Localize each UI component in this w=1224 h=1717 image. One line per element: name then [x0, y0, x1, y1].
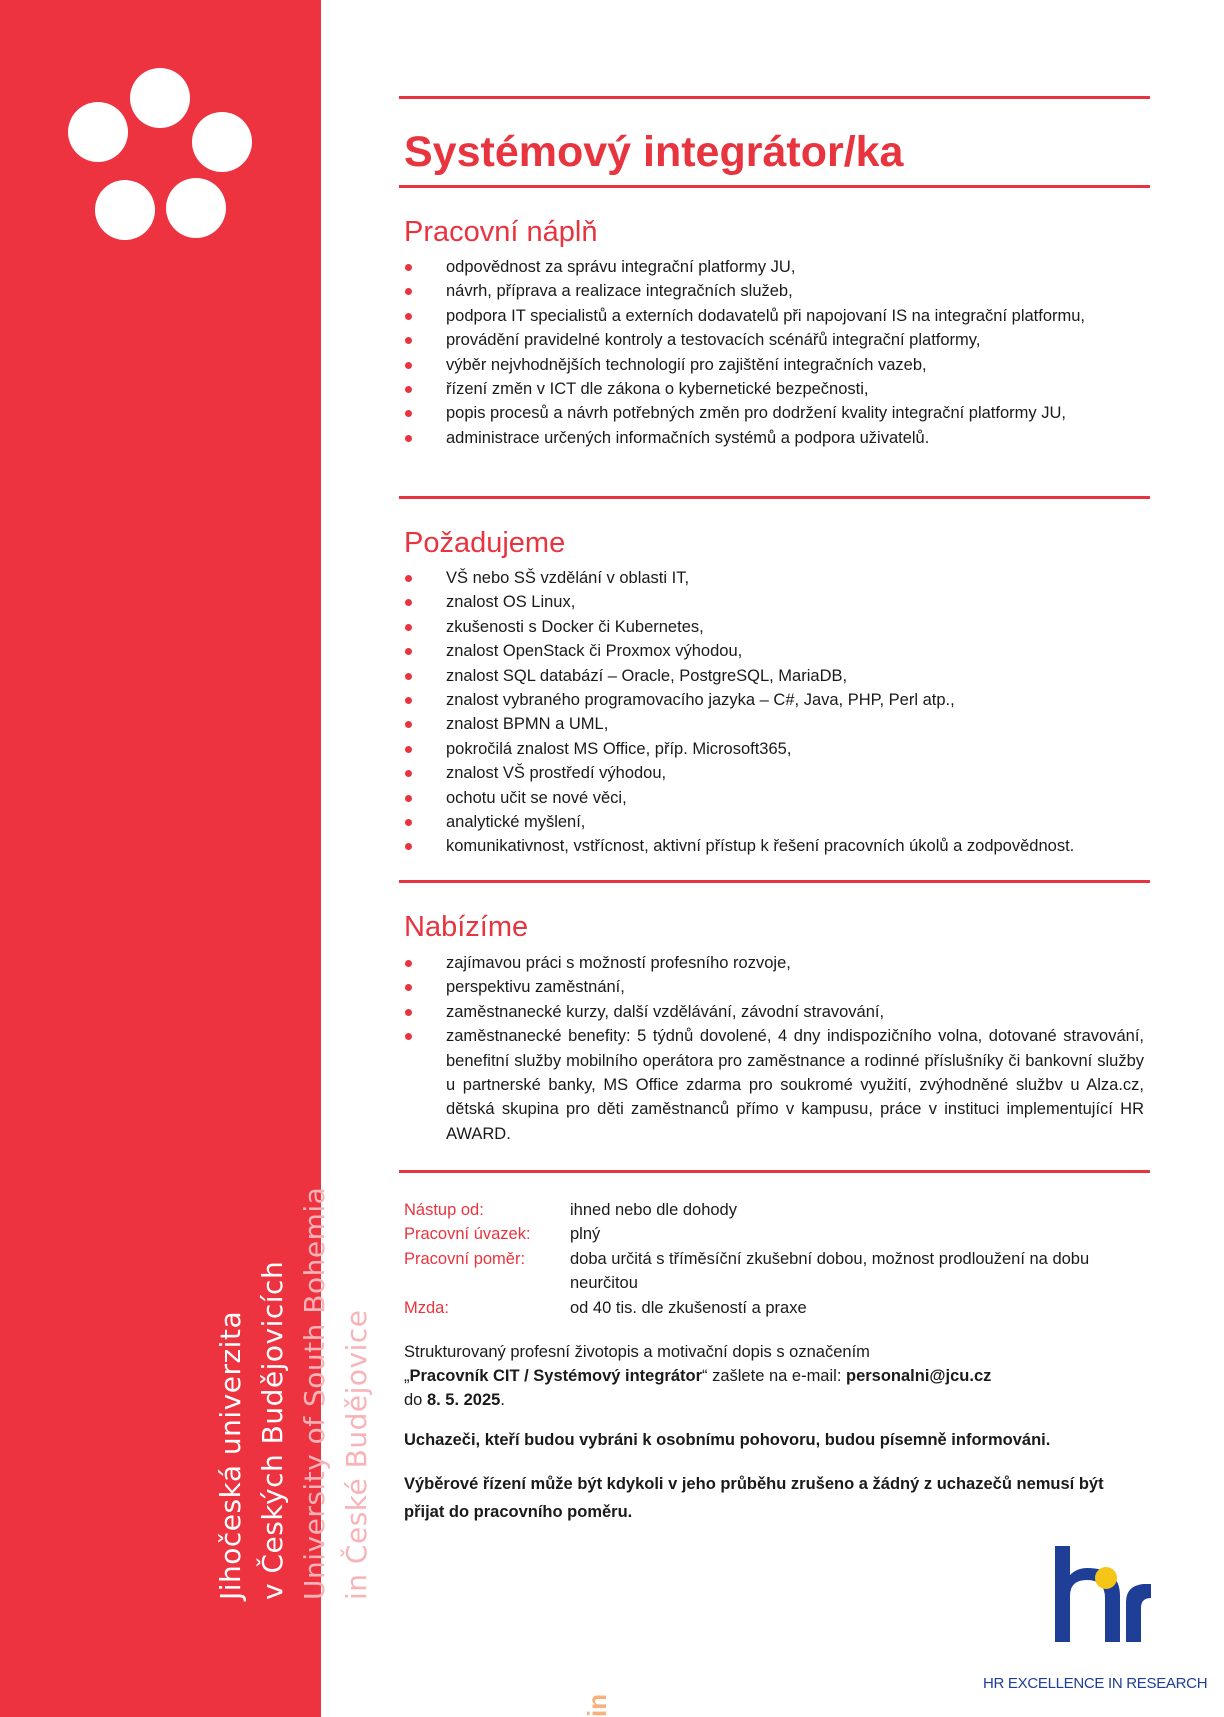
requirements-list	[404, 566, 1144, 859]
info-row	[404, 1222, 1144, 1246]
list-item: znalost OS Linux,	[404, 590, 1144, 614]
job-title: Systémový integrátor/ka	[404, 128, 904, 176]
list-item: návrh, příprava a realizace integračních služeb,	[404, 279, 1144, 303]
info-value: plný	[570, 1225, 601, 1244]
hr-excellence-caption: HR EXCELLENCE IN RESEARCH	[983, 1675, 1208, 1692]
job-info-table	[404, 1198, 1144, 1320]
list-item: znalost vybraného programovacího jazyka – C#, Java, PHP, Perl atp.,	[404, 688, 1144, 712]
university-name-en-line2: in České Budějovice	[340, 1309, 373, 1600]
list-item: zkušenosti s Docker či Kubernetes,	[404, 615, 1144, 639]
list-item: VŠ nebo SŠ vzdělání v oblasti IT,	[404, 566, 1144, 590]
info-row	[404, 1198, 1144, 1222]
email-link[interactable]: personalni@jcu.cz	[846, 1367, 992, 1385]
application-line1: Strukturovaný profesní životopis a motivační dopis s označením	[404, 1343, 870, 1361]
deadline-prefix: do	[404, 1391, 427, 1409]
duties-heading: Pracovní náplň	[404, 216, 598, 248]
university-name-cz-line1: Jihočeská univerzita	[214, 1310, 247, 1600]
info-label: Pracovní poměr:	[404, 1249, 526, 1268]
sidebar	[0, 0, 373, 1717]
list-item: znalost OpenStack či Proxmox výhodou,	[404, 639, 1144, 663]
list-item: výběr nejvhodnějších technologií pro zajištění integračních vazeb,	[404, 353, 1144, 377]
list-item: znalost VŠ prostředí výhodou,	[404, 761, 1144, 785]
application-line2	[404, 1364, 1144, 1388]
list-item: provádění pravidelné kontroly a testovacích scénářů integrační platformy,	[404, 328, 1144, 352]
deadline-date: 8. 5. 2025	[426, 1391, 501, 1409]
list-item: perspektivu zaměstnání,	[404, 975, 1144, 999]
list-item: zaměstnanecké kurzy, další vzdělávání, závodní stravování,	[404, 1000, 1144, 1024]
list-item: zaměstnanecké benefity: 5 týdnů dovolené, 4 dny indispozičního volna, dotované stravování, benefitní služby mobilního operátora pro zaměstnance a rodinné příslušníky či bankovní služby u partnerské banky, MS Office zdarma pro soukromé využití, zvýhodněné službv u Alza.cz, dětská skupina pro děti zaměstnanců přímo v kampusu, práce v instituci implementující HR AWARD.	[404, 1024, 1144, 1146]
list-item: zajímavou práci s možností profesního rozvoje,	[404, 951, 1144, 975]
list-item: popis procesů a návrh potřebných změn pro dodržení kvality integrační platformy JU,	[404, 401, 1144, 425]
deadline-suffix: .	[500, 1391, 505, 1409]
info-row	[404, 1247, 1144, 1296]
list-item: ochotu učit se nové věci,	[404, 786, 1144, 810]
info-label: Pracovní úvazek:	[404, 1225, 531, 1244]
list-item: znalost BPMN a UML,	[404, 712, 1144, 736]
offer-heading: Nabízíme	[404, 911, 529, 943]
divider	[399, 1170, 1150, 1173]
info-value: doba určitá s tříměsíční zkušební dobou, možnost prodloužení na dobu neurčitou	[570, 1249, 1090, 1293]
divider	[399, 880, 1150, 883]
divider	[399, 496, 1150, 499]
list-item: podpora IT specialistů a externích dodavatelů při napojovaní IS na integrační platformu,	[404, 304, 1144, 328]
list-item: administrace určených informačních systémů a podpora uživatelů.	[404, 426, 1144, 450]
quote-close: “ zašlete na e-mail:	[702, 1367, 846, 1385]
application-line3	[404, 1388, 1144, 1412]
university-name-cz-line2: v Českých Budějovicích	[256, 1260, 289, 1600]
requirements-heading: Požadujeme	[404, 527, 566, 559]
info-label: Nástup od:	[404, 1201, 484, 1219]
application-instructions	[404, 1340, 1144, 1412]
list-item: komunikativnost, vstřícnost, aktivní přístup k řešení pracovních úkolů a zodpovědnost.	[404, 834, 1144, 858]
divider	[399, 185, 1150, 188]
list-item: řízení změn v ICT dle zákona o kybernetické bezpečnosti,	[404, 377, 1144, 401]
five-circles-logo-icon	[68, 68, 252, 244]
quote-open: „	[404, 1367, 410, 1385]
info-value: od 40 tis. dle zkušeností a praxe	[570, 1298, 807, 1317]
divider	[399, 96, 1150, 99]
list-item: znalost SQL databází – Oracle, PostgreSQL, MariaDB,	[404, 664, 1144, 688]
cancellation-notice: Výběrové řízení může být kdykoli v jeho průběhu zrušeno a žádný z uchazečů nemusí být přijat do pracovního poměru.	[404, 1475, 1104, 1521]
interview-notice: Uchazeči, kteří budou vybráni k osobnímu pohovoru, budou písemně informováni.	[404, 1431, 1051, 1449]
linkedin-icon[interactable]: in	[582, 1693, 612, 1717]
duties-list	[404, 255, 1144, 450]
university-name	[210, 1187, 378, 1600]
application-subject: Pracovník CIT / Systémový integrátor	[409, 1367, 703, 1385]
list-item: odpovědnost za správu integrační platformy JU,	[404, 255, 1144, 279]
info-label: Mzda:	[404, 1298, 449, 1317]
offer-list	[404, 951, 1144, 1146]
info-row	[404, 1296, 1144, 1320]
info-value: ihned nebo dle dohody	[570, 1201, 737, 1219]
list-item: analytické myšlení,	[404, 810, 1144, 834]
list-item: pokročilá znalost MS Office, příp. Microsoft365,	[404, 737, 1144, 761]
university-name-en-line1: University of South Bohemia	[298, 1186, 331, 1600]
